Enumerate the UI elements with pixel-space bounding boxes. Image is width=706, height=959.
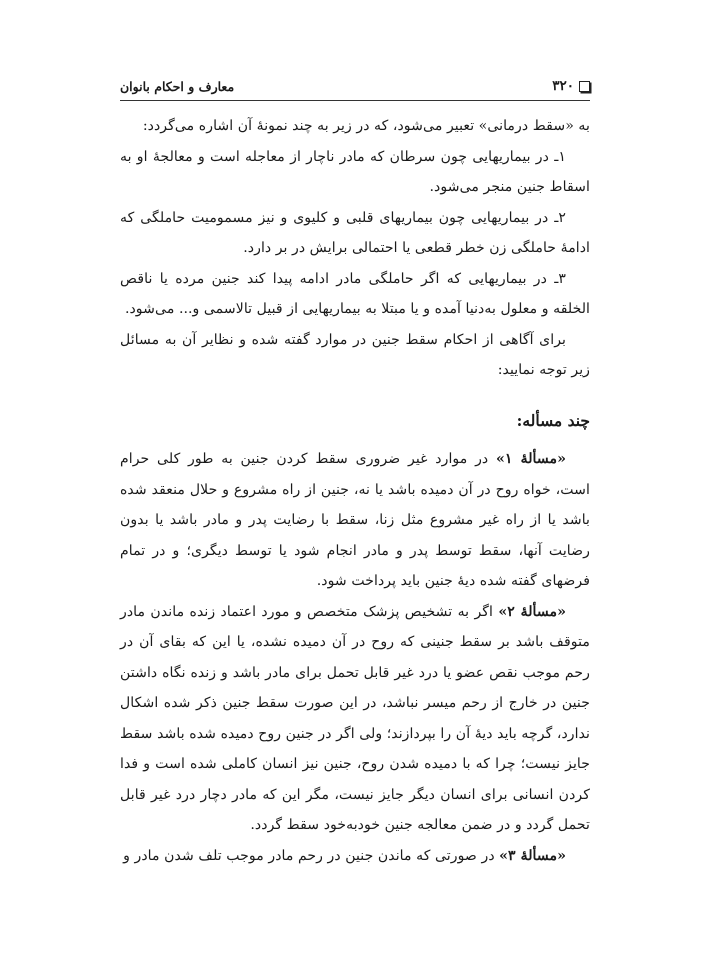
issue-label-2: «مسألهٔ ۲» [498,603,566,620]
page-number-text: ۳۲۰ [552,78,574,94]
book-page [120,70,590,900]
case-paragraph-3: ۳ـ در بیماریهایی که اگر حاملگی مادر ادامه پیدا کند جنین مرده یا ناقص الخلقه و معلول به‌دنیا آمده و یا مبتلا به بیماریهایی از قبیل تالاسمی و... می‌شود. [120,270,590,317]
issue-label-3: «مسألهٔ ۳» [499,847,566,864]
issue-text-3: در صورتی که ماندن جنین در رحم مادر موجب تلف شدن مادر و [123,847,500,864]
square-bullet-icon [579,81,590,92]
page-body [120,111,590,871]
issue-label-1: «مسألهٔ ۱» [495,451,566,467]
intro-paragraph: به «سقط درمانی» تعبیر می‌شود، که در زیر به چند نمونهٔ آن اشاره می‌گردد: [142,118,590,134]
issue-text-2: اگر به تشخیص پزشک متخصص و مورد اعتماد زنده ماندن مادر متوقف باشد بر سقط جنینی که روح در آن دمیده نشده، یا این که بقای آن در رحم موجب نقص عضو یا درد غیر قابل تحمل برای مادر باشد و زنده نگاه داشتن جنین در خارج از رحم میسر نباشد، در این صورت سقط جنین ذکر شده اشکال ندارد، گرچه باید دیهٔ آن را بپردازند؛ ولی اگر در جنین روح دمیده شده باشد سقط جایز نیست؛ چرا که با دمیده شدن روح، جنین نیز انسان کاملی شده است و فدا کردن انسانی برای انسان دیگر جایز نیست، مگر این که مادر دچار درد غیر قابل تحمل گردد و در ضمن معالجه جنین خودبه‌خود سقط گردد. [120,603,590,833]
page-number [552,78,590,94]
case-paragraph-1: ۱ـ در بیماریهایی چون سرطان که مادر ناچار از معاجله است و معالجهٔ او به اسقاط جنین منجر می‌شود. [120,148,590,195]
closing-paragraph: برای آگاهی از احکام سقط جنین در موارد گفته شده و نظایر آن به مسائل زیر توجه نمایید: [120,331,590,378]
issue-text-1: در موارد غیر ضروری سقط کردن جنین به طور کلی حرام است، خواه روح در آن دمیده باشد یا نه، جنین از راه مشروع و حلال منعقد شده باشد یا از راه غیر مشروع مثل زنا، سقط با رضایت پدر و مادر باشد یا بدون رضایت آنها، سقط توسط پدر و مادر انجام شود یا توسط دیگری؛ و در تمام فرضهای گفته شده دیهٔ جنین باید پرداخت شود. [120,451,590,589]
case-paragraph-2: ۲ـ در بیماریهایی چون بیماریهای قلبی و کلیوی و نیز مسمومیت حاملگی که ادامهٔ حاملگی زن خطر قطعی یا احتمالی برایش در بر دارد. [120,209,590,256]
issue-paragraph-1 [120,444,590,597]
issue-paragraph-2 [120,597,590,841]
book-title: معارف و احکام بانوان [120,79,235,94]
issue-paragraph-3 [120,841,590,872]
page-header [120,70,590,101]
section-title: چند مسأله: [516,410,590,430]
